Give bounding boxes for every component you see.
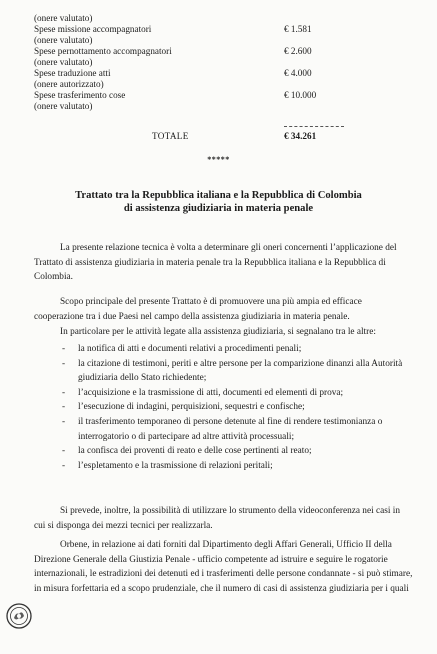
list-item <box>62 357 410 386</box>
list-item-text: il trasferimento temporaneo di persone detenute al fine di rendere testimonianza o <box>78 416 383 427</box>
list-item-text: la notifica di atti e documenti relativi a procedimenti penali; <box>78 344 302 354</box>
total-amount: € 34.261 <box>284 131 317 141</box>
cost-row <box>34 57 354 68</box>
list-item-text: l’acquisizione e la trasmissione di atti, documenti ed elementi di prova; <box>78 387 344 398</box>
cost-label: (onere valutato) <box>34 35 93 45</box>
paragraph-intro <box>34 241 404 285</box>
list-marker: - <box>62 344 66 354</box>
list-marker: - <box>62 416 66 427</box>
cost-row <box>34 68 354 79</box>
paragraph-line: in misura forfettaria ed a scopo prudenziale, che il numero di casi di assistenza giudiziaria per i quali <box>34 583 409 594</box>
list-item-text: l’espletamento e la trasmissione di relazioni peritali; <box>78 460 273 471</box>
cost-amount: € 4.000 <box>284 68 312 78</box>
cost-amount: € 10.000 <box>284 90 317 100</box>
cost-label: (onere valutato) <box>34 13 93 23</box>
paragraph-line: internazionali, le estradizioni dei detenuti ed i trasferimenti delle persone condannate - si può stimare, <box>34 569 413 580</box>
list-item <box>62 444 410 459</box>
paragraph-line: Orbene, in relazione ai dati forniti dal Dipartimento degli Affari Generali, Ufficio II della <box>60 540 392 550</box>
official-stamp-icon <box>6 603 32 629</box>
list-marker: - <box>62 402 66 413</box>
list-item <box>62 415 410 444</box>
list-item-text: giudiziaria dello Stato richiedente; <box>78 373 207 384</box>
cost-table <box>34 13 354 112</box>
cost-label: Spese pernottamento accompagnatori <box>34 46 172 56</box>
cost-row <box>34 35 354 46</box>
document-title-line-1: Trattato tra la Repubblica italiana e la Repubblica di Colombia <box>75 190 362 201</box>
cost-label: (onere valutato) <box>34 101 93 111</box>
cost-amount: € 1.581 <box>284 24 312 34</box>
paragraph-line: La presente relazione tecnica è volta a determinare gli oneri concernenti l’applicazione del <box>60 243 397 253</box>
cost-row <box>34 13 354 24</box>
section-separator: ***** <box>207 155 230 164</box>
list-item <box>62 386 410 401</box>
paragraph-line: cui si disponga dei mezzi tecnici per realizzarla. <box>34 520 213 531</box>
list-item-text: l’esecuzione di indagini, perquisizioni, sequestri e confische; <box>78 402 305 413</box>
list-item-text: interrogatorio o di partecipare ad altre attività processuali; <box>78 431 295 442</box>
total-label: TOTALE <box>152 131 189 141</box>
list-item <box>62 342 410 357</box>
list-item-text: la citazione di testimoni, periti e altre persone per la comparizione dinanzi alla Autorità <box>78 358 403 369</box>
cost-label: (onere autorizzato) <box>34 79 104 89</box>
total-row <box>34 131 354 143</box>
paragraph-line: Trattato di assistenza giudiziaria in materia penale tra la Repubblica italiana e la Repubblica di <box>34 257 386 268</box>
list-marker: - <box>62 460 66 471</box>
document-title-line-2: di assistenza giudiziaria in materia penale <box>123 203 314 214</box>
paragraph-line: Colombia. <box>34 272 73 283</box>
cost-row <box>34 90 354 101</box>
cost-label: Spese trasferimento cose <box>34 90 126 100</box>
cost-row <box>34 101 354 112</box>
paragraph-line: cooperazione tra i due Paesi nel campo della assistenza giudiziaria in materia penale. <box>34 311 350 322</box>
paragraph-estimate <box>34 538 413 596</box>
list-item-text: la confisca dei proventi di reato e delle cose pertinenti al reato; <box>78 446 312 457</box>
cost-label: Spese traduzione atti <box>34 68 111 78</box>
list-marker: - <box>62 358 66 369</box>
cost-label: (onere valutato) <box>34 57 93 67</box>
list-marker: - <box>62 387 66 398</box>
paragraph-list-intro <box>34 325 404 340</box>
cost-amount: € 2.600 <box>284 46 312 56</box>
paragraph-videoconference <box>34 504 404 533</box>
paragraph-line: Si prevede, inoltre, la possibilità di utilizzare lo strumento della videoconferenza nei casi in <box>60 506 400 516</box>
paragraph-line: In particolare per le attività legate alla assistenza giudiziaria, si segnalano tra le altre: <box>60 327 376 337</box>
cost-row <box>34 24 354 35</box>
list-item <box>62 400 410 415</box>
list-item <box>62 459 410 474</box>
cost-row <box>34 79 354 90</box>
cost-label: Spese missione accompagnatori <box>34 24 152 34</box>
list-marker: - <box>62 446 66 457</box>
activity-list <box>62 342 410 473</box>
total-rule <box>284 126 344 127</box>
paragraph-scope <box>34 295 404 324</box>
paragraph-line: Direzione Generale della Giustizia Penale - ufficio competente ad istruire e seguire le rogatorie <box>34 554 388 565</box>
paragraph-line: Scopo principale del presente Trattato è di promuovere una più ampia ed efficace <box>60 297 362 307</box>
cost-row <box>34 46 354 57</box>
